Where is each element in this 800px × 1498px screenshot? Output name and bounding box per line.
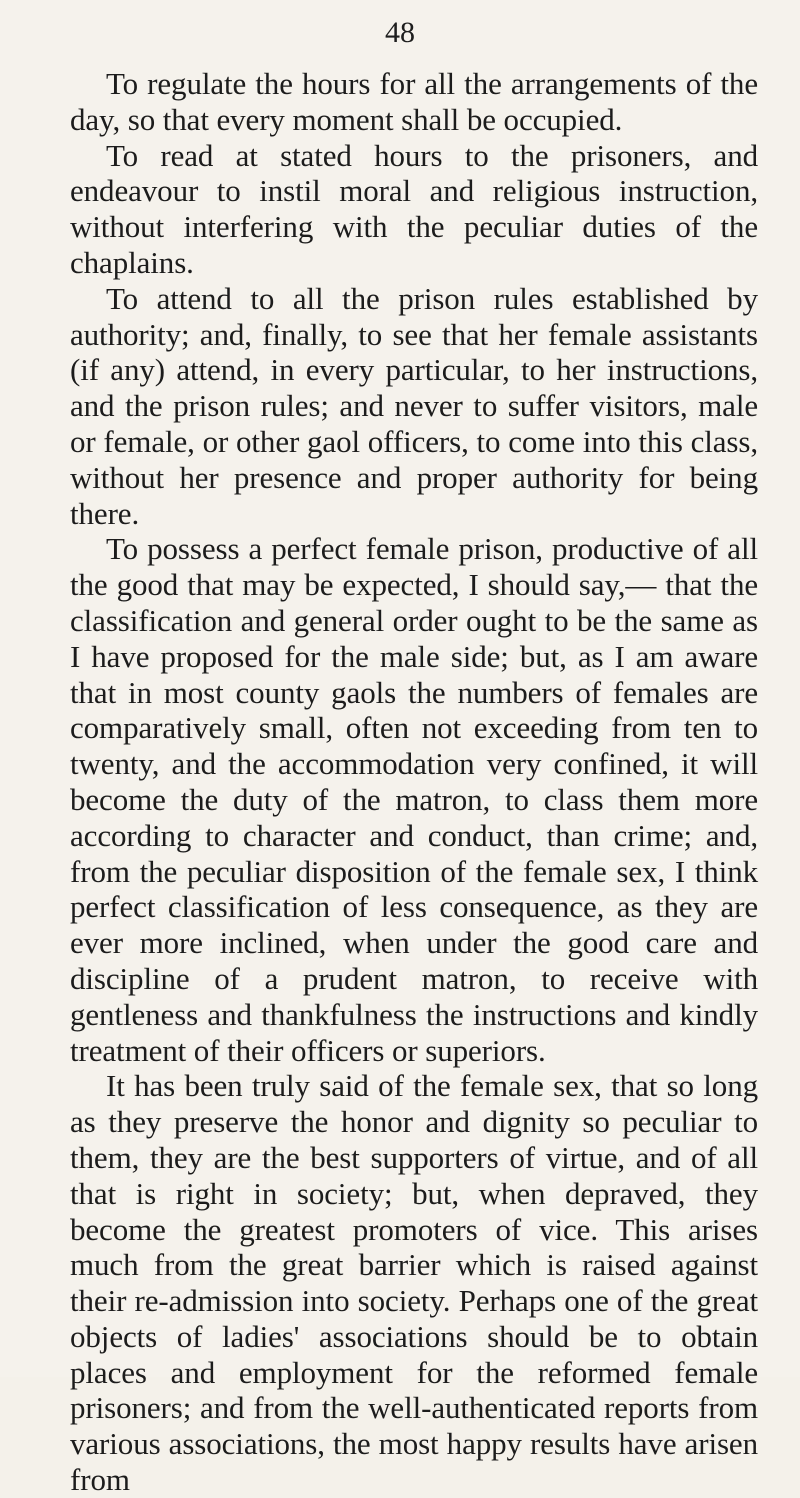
paragraph-3: To attend to all the prison rules established by authority; and, finally, to see that her female assistants (if any) attend, in every particular, to her instructions, and the prison rules; and never to suffer visitors, male or female, or other gaol officers, to come into this class, without her presence and proper authority for being there. (70, 280, 758, 531)
body-text (70, 66, 758, 1498)
page-number: 48 (385, 16, 415, 49)
paragraph-4: To possess a perfect female prison, productive of all the good that may be expected, I should say,— that the classification and general order ought to be the same as I have proposed for the male side; but, as I am aware that in most county gaols the numbers of females are comparatively small, often not exceeding from ten to twenty, and the accommodation very confined, it will become the duty of the matron, to class them more according to character and conduct, than crime; and, from the peculiar disposition of the female sex, I think perfect classification of less consequence, as they are ever more inclined, when under the good care and discipline of a prudent matron, to receive with gentleness and thankfulness the instructions and kindly treatment of their officers or superiors. (70, 531, 758, 1068)
paragraph-5: It has been truly said of the female sex, that so long as they preserve the honor and dignity so peculiar to them, they are the best supporters of virtue, and of all that is right in society; but, when depraved, they become the greatest promoters of vice. This arises much from the great barrier which is raised against their re-admission into society. Perhaps one of the great objects of ladies' associations should be to obtain places and employment for the reformed female prisoners; and from the well-authenticated reports from various associations, the most happy results have arisen from (70, 1068, 758, 1498)
paragraph-2: To read at stated hours to the prisoners, and endeavour to instil moral and religious instruction, without interfering with the peculiar duties of the chaplains. (70, 137, 758, 280)
paragraph-1: To regulate the hours for all the arrangements of the day, so that every moment shall be occupied. (70, 66, 758, 137)
